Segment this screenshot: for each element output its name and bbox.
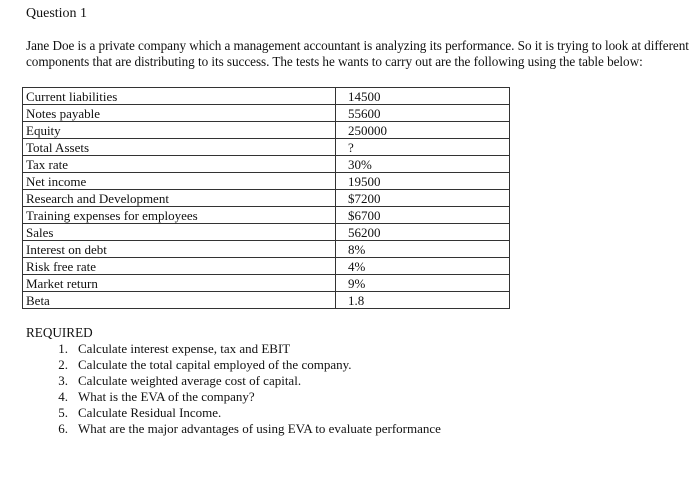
row-value: 30% [336,156,510,173]
table-row [23,190,510,207]
table-row [23,88,510,105]
list-item [26,405,441,421]
table-row [23,156,510,173]
row-value: 250000 [336,122,510,139]
table-row [23,207,510,224]
row-label: Market return [23,275,336,292]
table-row [23,258,510,275]
list-item [26,389,441,405]
table-row [23,173,510,190]
row-label: Current liabilities [23,88,336,105]
table-row [23,275,510,292]
row-value: $7200 [336,190,510,207]
required-list [26,341,441,437]
row-label: Net income [23,173,336,190]
data-table [22,87,510,309]
list-item [26,341,441,357]
intro-paragraph: Jane Doe is a private company which a management accountant is analyzing its performance. So it is trying to look at different components that are distributing to its success. The tests he wants to carry out are the following using the table below: [26,38,689,69]
row-label: Interest on debt [23,241,336,258]
required-heading: REQUIRED [26,325,93,340]
item-number: 6. [58,421,68,436]
row-label: Notes payable [23,105,336,122]
list-item [26,373,441,389]
row-label: Total Assets [23,139,336,156]
row-label: Training expenses for employees [23,207,336,224]
item-number: 1. [58,341,68,356]
row-value: 19500 [336,173,510,190]
row-value: 8% [336,241,510,258]
row-label: Beta [23,292,336,309]
table-row [23,224,510,241]
row-label: Tax rate [23,156,336,173]
table-row [23,122,510,139]
item-text: Calculate interest expense, tax and EBIT [78,341,291,356]
list-item [26,357,441,373]
row-value: 9% [336,275,510,292]
row-label: Equity [23,122,336,139]
table-row [23,139,510,156]
item-text: Calculate Residual Income. [78,405,222,420]
question-heading: Question 1 [26,6,88,21]
table-row [23,105,510,122]
list-item [26,421,441,437]
row-value: 14500 [336,88,510,105]
row-value: ? [336,139,510,156]
row-value: 1.8 [336,292,510,309]
row-label: Risk free rate [23,258,336,275]
item-number: 4. [58,389,68,404]
item-text: Calculate the total capital employed of the company. [78,357,352,372]
item-number: 2. [58,357,68,372]
row-label: Sales [23,224,336,241]
row-label: Research and Development [23,190,336,207]
row-value: $6700 [336,207,510,224]
item-text: Calculate weighted average cost of capital. [78,373,302,388]
row-value: 55600 [336,105,510,122]
item-text: What is the EVA of the company? [78,389,255,404]
item-text: What are the major advantages of using EVA to evaluate performance [78,421,441,436]
row-value: 56200 [336,224,510,241]
table-row [23,292,510,309]
table-row [23,241,510,258]
item-number: 5. [58,405,68,420]
row-value: 4% [336,258,510,275]
item-number: 3. [58,373,68,388]
